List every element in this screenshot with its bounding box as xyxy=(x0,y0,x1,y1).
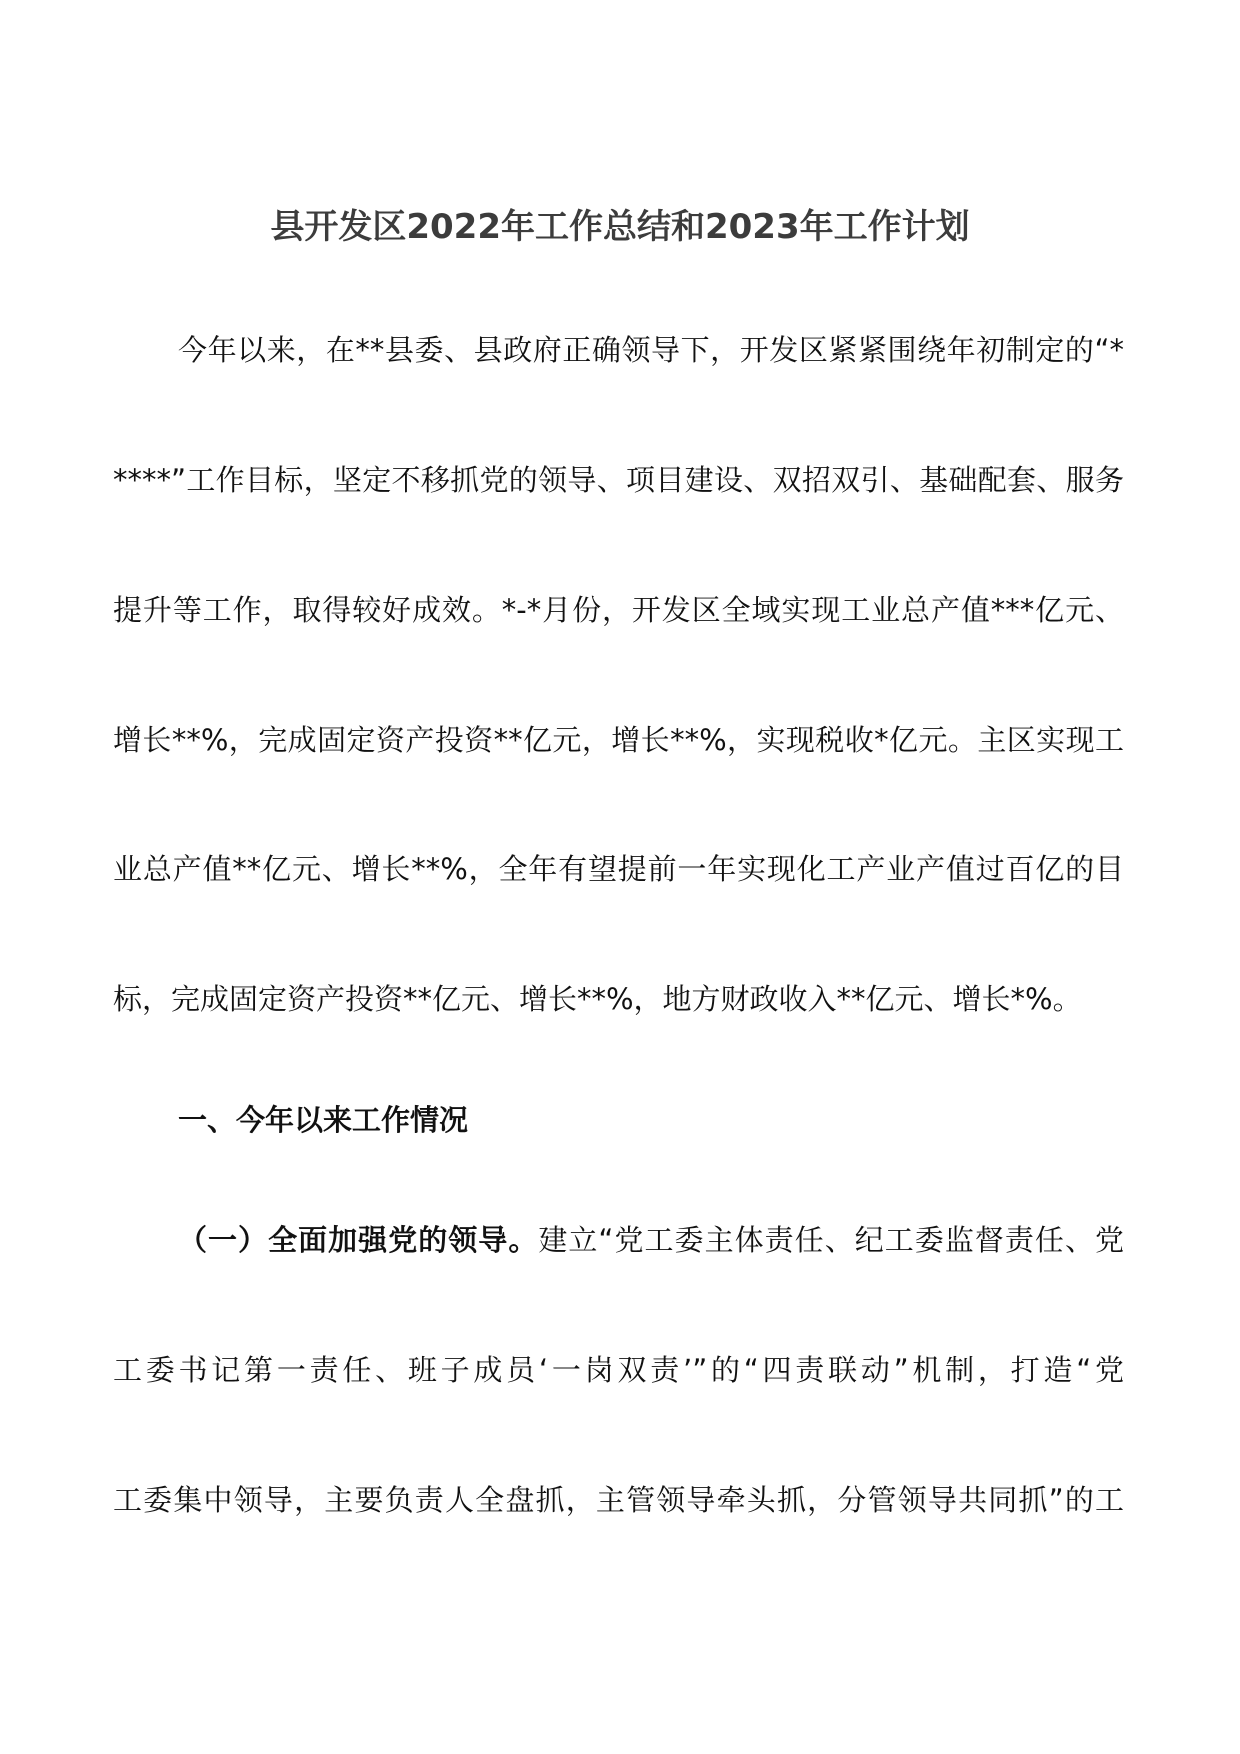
paragraph-line: 今年以来，在**县委、县政府正确领导下，开发区紧紧围绕年初制定的“* xyxy=(178,333,1124,367)
paragraph-line: ****”工作目标，坚定不移抓党的领导、项目建设、双招双引、基础配套、服务 xyxy=(113,463,1124,497)
paragraph-line: 增长**%，完成固定资产投资**亿元，增长**%，实现税收*亿元。主区实现工 xyxy=(113,723,1124,757)
subsection-text: 建立“党工委主体责任、纪工委监督责任、党 xyxy=(538,1223,1124,1257)
paragraph-line: 标，完成固定资产投资**亿元、增长**%，地方财政收入**亿元、增长*%。 xyxy=(113,982,1082,1016)
paragraph-line: 工委书记第一责任、班子成员‘一岗双责’”的“四责联动”机制，打造“党 xyxy=(113,1353,1124,1387)
paragraph-line: 工委集中领导，主要负责人全盘抓，主管领导牵头抓，分管领导共同抓”的工 xyxy=(113,1483,1124,1517)
paragraph-line: 提升等工作，取得较好成效。*-*月份，开发区全域实现工业总产值***亿元、 xyxy=(113,593,1124,627)
subsection-lead: （一）全面加强党的领导。 xyxy=(178,1223,539,1257)
document-title: 县开发区2022年工作总结和2023年工作计划 xyxy=(270,207,970,247)
subsection-first-line xyxy=(178,1220,1124,1260)
section-heading: 一、今年以来工作情况 xyxy=(178,1103,469,1137)
paragraph-line: 业总产值**亿元、增长**%，全年有望提前一年实现化工产业产值过百亿的目 xyxy=(113,852,1124,886)
